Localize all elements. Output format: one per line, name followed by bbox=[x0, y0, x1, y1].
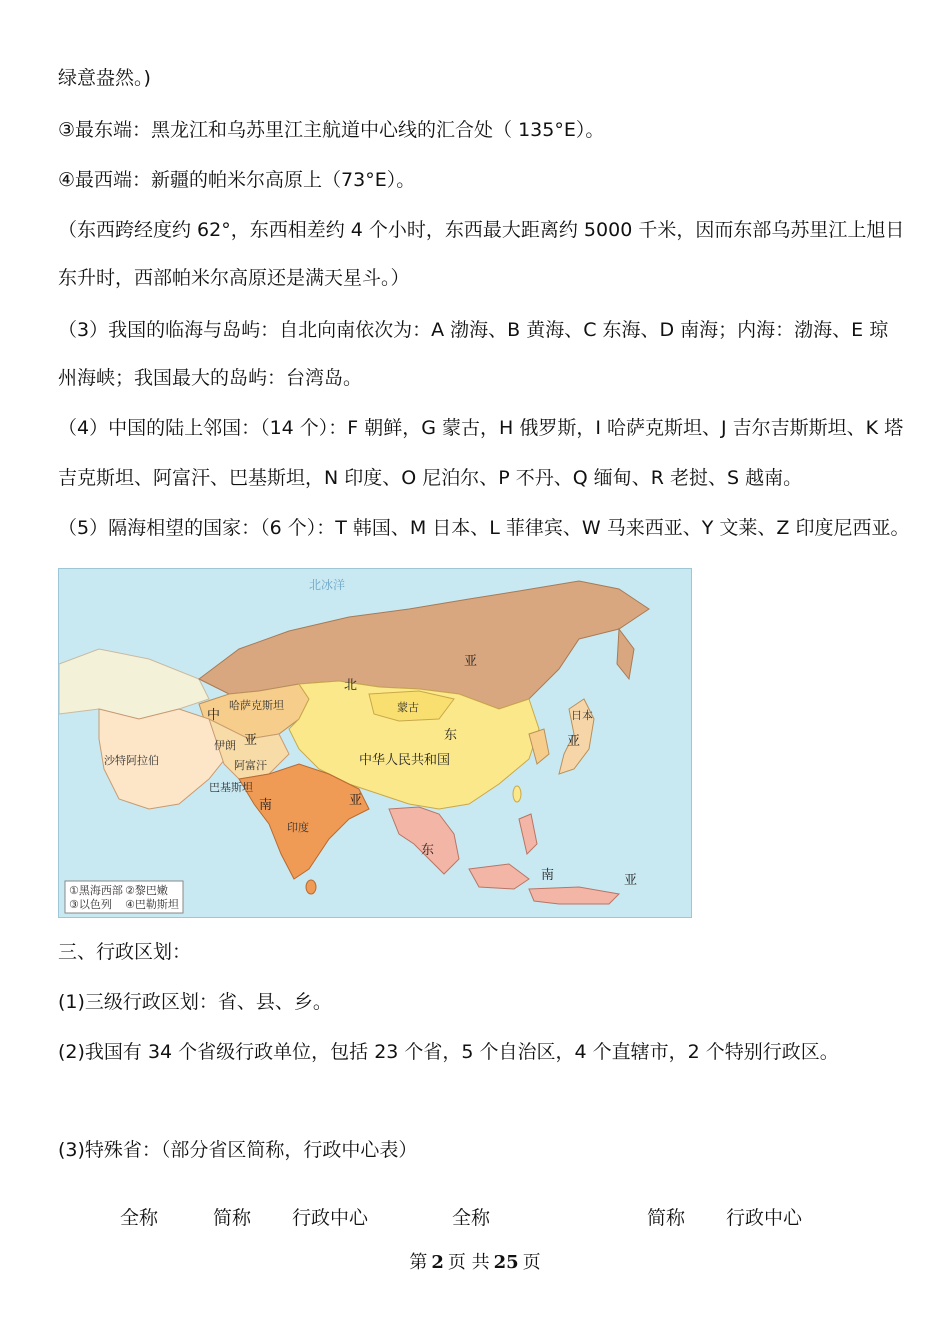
table-header-fullname-2: 全称 bbox=[452, 1207, 491, 1229]
paragraph-line-1: 绿意盎然。) bbox=[58, 67, 151, 89]
map-label-south-asia-1: 南 bbox=[259, 798, 273, 813]
paragraph-line-10: （5）隔海相望的国家：（6 个）：T 韩国、M 日本、L 菲律宾、W 马来西亚、Y 文莱、Z 印度尼西亚。 bbox=[58, 517, 910, 539]
map-label-afghanistan: 阿富汗 bbox=[234, 759, 267, 772]
map-legend-item-4: ④巴勒斯坦 bbox=[125, 898, 179, 911]
footer-page-number: 2 bbox=[431, 1252, 444, 1273]
map-legend-item-2: ②黎巴嫩 bbox=[125, 884, 168, 897]
paragraph-line-3: ④最西端：新疆的帕米尔高原上（73°E）。 bbox=[58, 169, 416, 191]
map-sri-lanka bbox=[306, 880, 316, 894]
table-header-fullname-1: 全称 bbox=[120, 1207, 159, 1229]
table-header-capital-2: 行政中心 bbox=[726, 1207, 803, 1229]
section-3-item-3: (3)特殊省：（部分省区简称，行政中心表） bbox=[58, 1139, 418, 1161]
map-label-central-asia-2: 亚 bbox=[244, 733, 258, 748]
paragraph-line-8: （4）中国的陆上邻国：（14 个）：F 朝鲜，G 蒙古，H 俄罗斯，I 哈萨克斯坦、J 吉尔吉斯斯坦、K 塔 bbox=[58, 417, 904, 439]
map-label-iran: 伊朗 bbox=[214, 739, 236, 752]
section-3-item-1: (1)三级行政区划：省、县、乡。 bbox=[58, 991, 332, 1013]
map-legend-item-1: ①黑海西部 bbox=[69, 884, 123, 897]
map-legend-item-3: ③以色列 bbox=[69, 898, 112, 911]
map-label-se-asia-1: 东 bbox=[421, 843, 435, 858]
map-label-north-asia-1: 北 bbox=[344, 678, 358, 693]
map-label-india: 印度 bbox=[287, 821, 309, 834]
map-label-south-asia-2: 亚 bbox=[349, 793, 363, 808]
table-header-abbrev-2: 简称 bbox=[647, 1207, 686, 1229]
map-label-saudi: 沙特阿拉伯 bbox=[104, 754, 159, 767]
map-label-east-asia-1: 东 bbox=[444, 728, 458, 743]
footer-prefix: 第 bbox=[409, 1252, 428, 1273]
map-label-north-asia-2: 亚 bbox=[464, 654, 478, 669]
asia-map bbox=[58, 568, 692, 918]
section-3-item-2: (2)我国有 34 个省级行政单位，包括 23 个省，5 个自治区，4 个直辖市，2 个特别行政区。 bbox=[58, 1041, 839, 1063]
map-label-kazakhstan: 哈萨克斯坦 bbox=[229, 699, 284, 712]
map-taiwan bbox=[513, 786, 521, 802]
table-header-abbrev-1: 简称 bbox=[213, 1207, 252, 1229]
map-label-china: 中华人民共和国 bbox=[359, 753, 451, 768]
paragraph-line-4: （东西跨经度约 62°，东西相差约 4 个小时，东西最大距离约 5000 千米，因而东部乌苏里江上旭日 bbox=[58, 219, 905, 241]
footer-middle: 页 共 bbox=[447, 1252, 490, 1273]
paragraph-line-6: （3）我国的临海与岛屿：自北向南依次为：A 渤海、B 黄海、C 东海、D 南海；内海：渤海、E 琼 bbox=[58, 319, 889, 341]
page-footer bbox=[0, 1248, 950, 1274]
paragraph-line-5: 东升时，西部帕米尔高原还是满天星斗。） bbox=[58, 267, 410, 289]
asia-map-svg bbox=[59, 569, 691, 917]
map-label-arctic: 北冰洋 bbox=[309, 578, 346, 592]
map-label-se-asia-2: 南 bbox=[541, 868, 555, 883]
table-header-capital-1: 行政中心 bbox=[292, 1207, 369, 1229]
footer-suffix: 页 bbox=[522, 1252, 541, 1273]
footer-total-pages: 25 bbox=[493, 1252, 519, 1273]
map-label-east-asia-2: 亚 bbox=[567, 734, 581, 749]
paragraph-line-9: 吉克斯坦、阿富汗、巴基斯坦，N 印度、O 尼泊尔、P 不丹、Q 缅甸、R 老挝、S 越南。 bbox=[58, 467, 803, 489]
map-label-central-asia-1: 中 bbox=[207, 708, 221, 723]
map-label-mongolia: 蒙古 bbox=[397, 701, 419, 714]
map-label-pakistan: 巴基斯坦 bbox=[209, 781, 253, 794]
paragraph-line-7: 州海峡；我国最大的岛屿：台湾岛。 bbox=[58, 367, 363, 389]
section-3-heading: 三、行政区划： bbox=[58, 941, 192, 963]
map-label-se-asia-3: 亚 bbox=[624, 873, 638, 888]
paragraph-line-2: ③最东端：黑龙江和乌苏里江主航道中心线的汇合处（ 135°E）。 bbox=[58, 119, 605, 141]
map-label-japan: 日本 bbox=[571, 709, 593, 722]
